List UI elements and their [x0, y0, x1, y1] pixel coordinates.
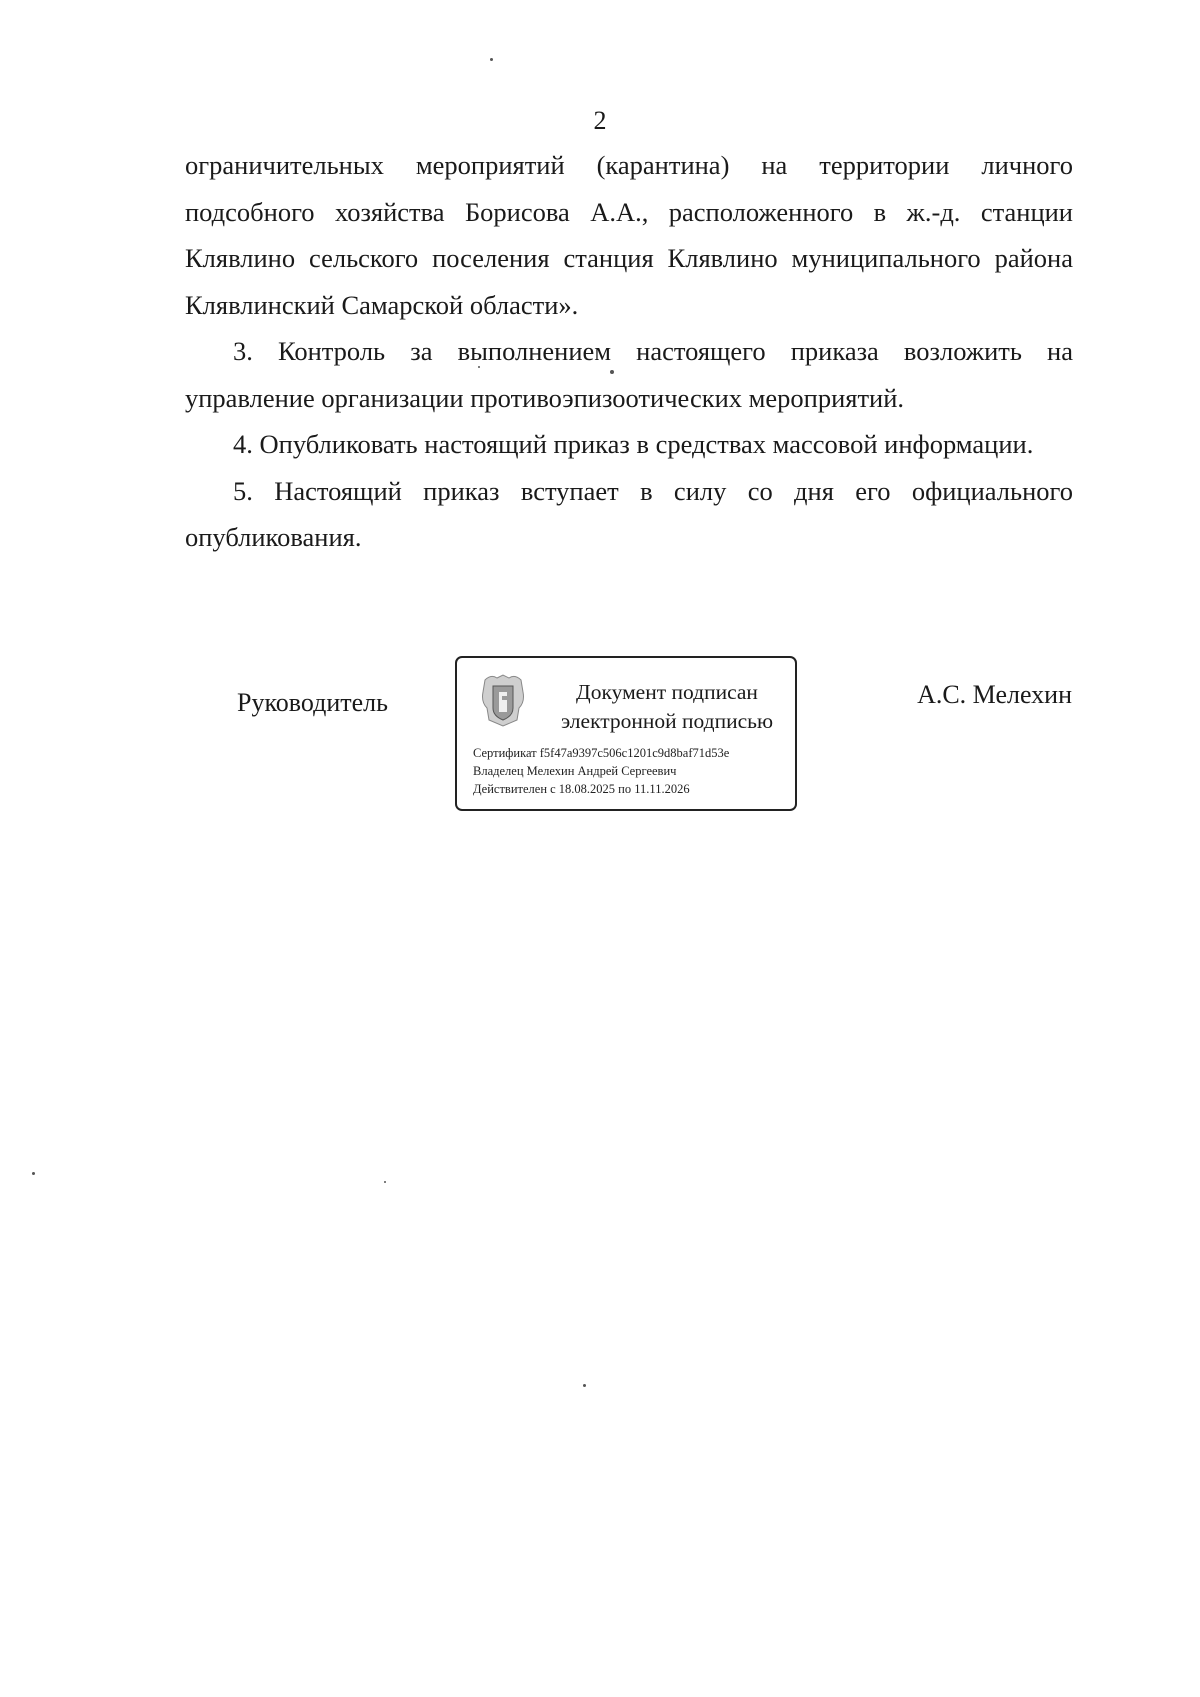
certificate-validity: Действителен с 18.08.2025 по 11.11.2026	[473, 782, 690, 796]
paragraph-item-5: 5. Настоящий приказ вступает в силу со дня его официального опубликования.	[185, 475, 1073, 552]
page-number: 2	[593, 106, 607, 135]
signatory-position: Руководитель	[237, 688, 388, 717]
coat-of-arms-icon	[479, 672, 527, 728]
scan-speck	[490, 58, 493, 61]
electronic-signature-stamp	[455, 656, 797, 811]
certificate-number: Сертификат f5f47a9397c506c1201c9d8baf71d53e	[473, 746, 730, 760]
stamp-details	[473, 744, 729, 798]
signer-name: А.С. Мелехин	[917, 680, 1072, 709]
stamp-title-line2: электронной подписью	[560, 709, 774, 733]
stamp-title	[547, 678, 787, 736]
paragraph-item-3: 3. Контроль за выполнением настоящего приказа возложить на управление организации противоэпизоотических мероприятий.	[185, 336, 1073, 413]
stamp-title-line1: Документ подписан	[576, 680, 758, 704]
paragraph-item-4: 4. Опубликовать настоящий приказ в средствах массовой информации.	[233, 429, 1034, 459]
paragraph-continuation: ограничительных мероприятий (карантина) на территории личного подсобного хозяйства Борисова А.А., расположенного в ж.-д. станции Клявлино сельского поселения станция Клявлино муниципального района Клявлинский Самарской области».	[185, 150, 1073, 320]
document-body	[185, 142, 1073, 561]
scan-speck	[610, 370, 614, 374]
certificate-owner: Владелец Мелехин Андрей Сергеевич	[473, 764, 677, 778]
scan-speck	[32, 1172, 35, 1175]
scan-speck	[384, 1181, 386, 1183]
scan-speck	[583, 1384, 586, 1387]
scan-speck	[478, 366, 480, 368]
